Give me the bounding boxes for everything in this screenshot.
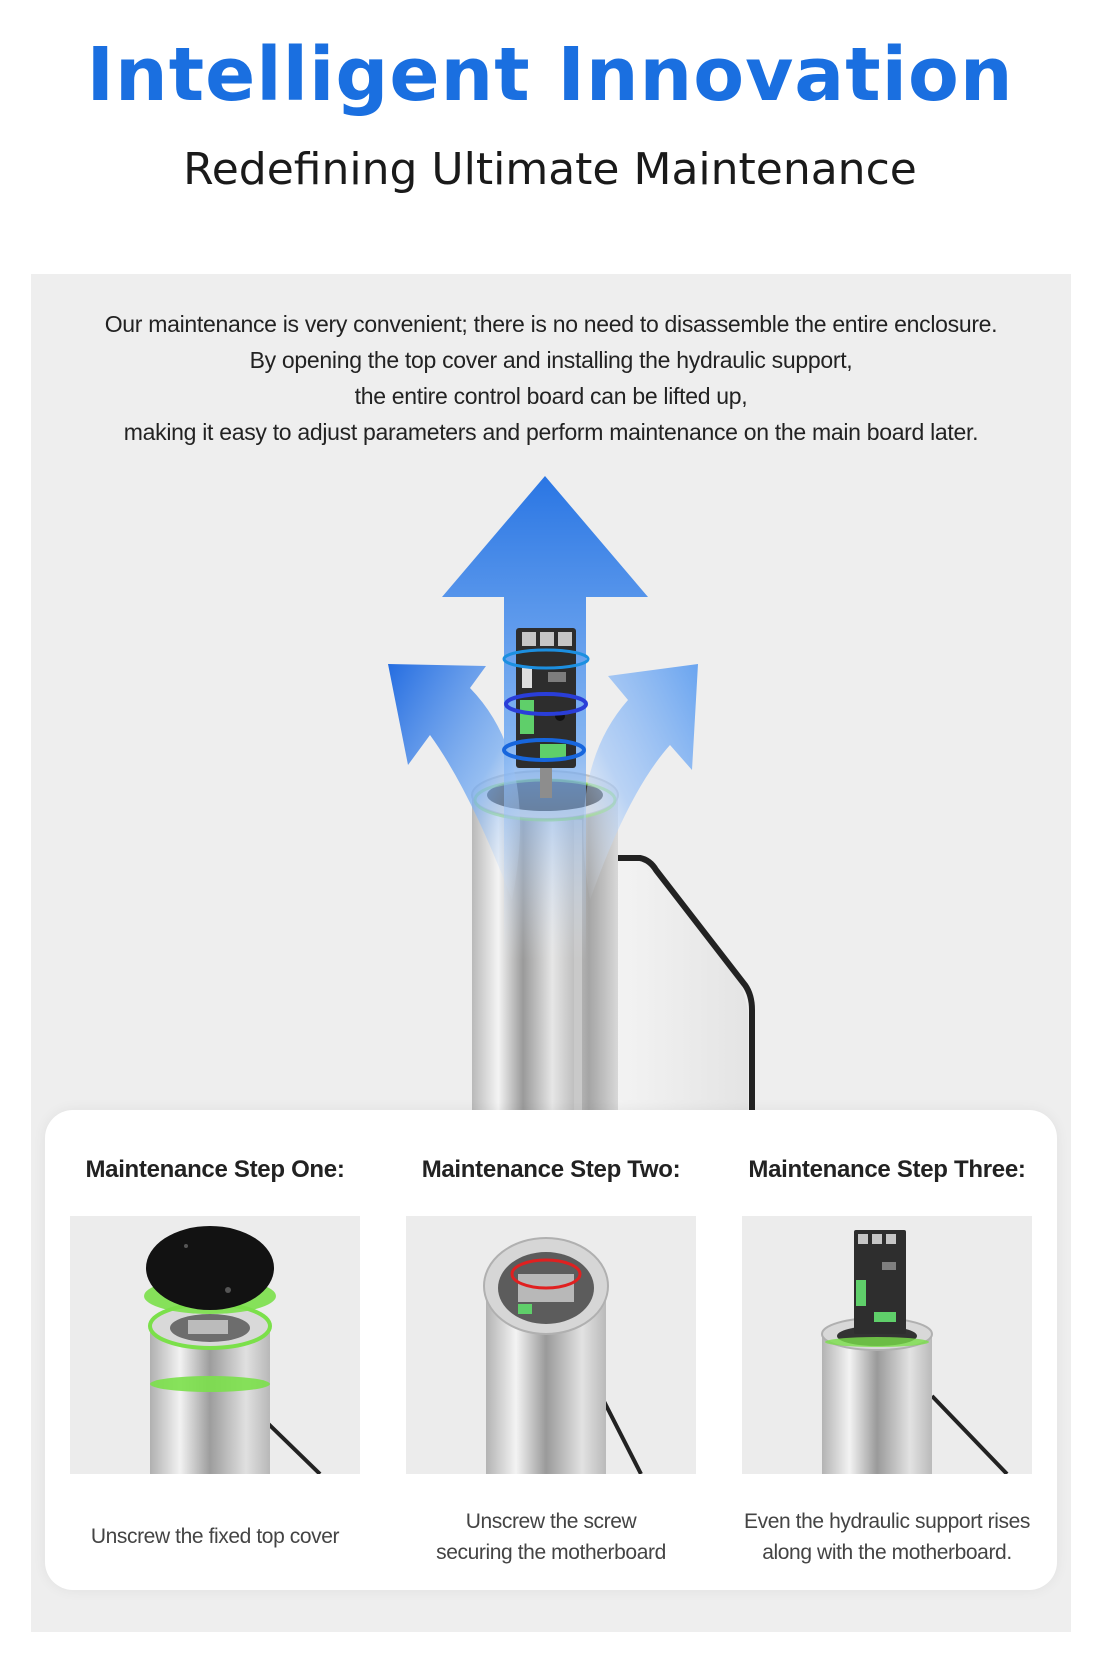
intro-line: By opening the top cover and installing the hydraulic support, [249,347,853,373]
step-three-image [742,1216,1032,1474]
step-caption [722,1506,1052,1568]
step-two-image [406,1216,696,1474]
intro-line: Our maintenance is very convenient; there is no need to disassemble the entire enclosure. [104,311,998,337]
step-one [70,1110,360,1590]
step-title: Maintenance Step Two: [421,1156,681,1183]
page-subtitle: Redefining Ultimate Maintenance [183,144,917,195]
step-caption-line: along with the motherboard. [762,1541,1012,1564]
step-caption [386,1506,716,1568]
page-title: Intelligent Innovation [86,32,1014,118]
step-caption-line: Even the hydraulic support rises [743,1510,1031,1533]
step-three [742,1110,1032,1590]
step-title: Maintenance Step Three: [748,1156,1026,1183]
intro-line: the entire control board can be lifted up, [354,383,748,409]
step-caption [50,1506,380,1552]
step-two [406,1110,696,1590]
step-caption-line: securing the motherboard [436,1541,666,1564]
intro-line: making it easy to adjust parameters and perform maintenance on the main board later. [123,419,979,445]
step-caption-line: Unscrew the screw [465,1510,637,1533]
step-one-image [70,1216,360,1474]
step-caption-line: Unscrew the fixed top cover [90,1525,340,1548]
step-title: Maintenance Step One: [85,1156,345,1183]
arrow-left [388,664,520,900]
steps-card [45,1110,1057,1590]
